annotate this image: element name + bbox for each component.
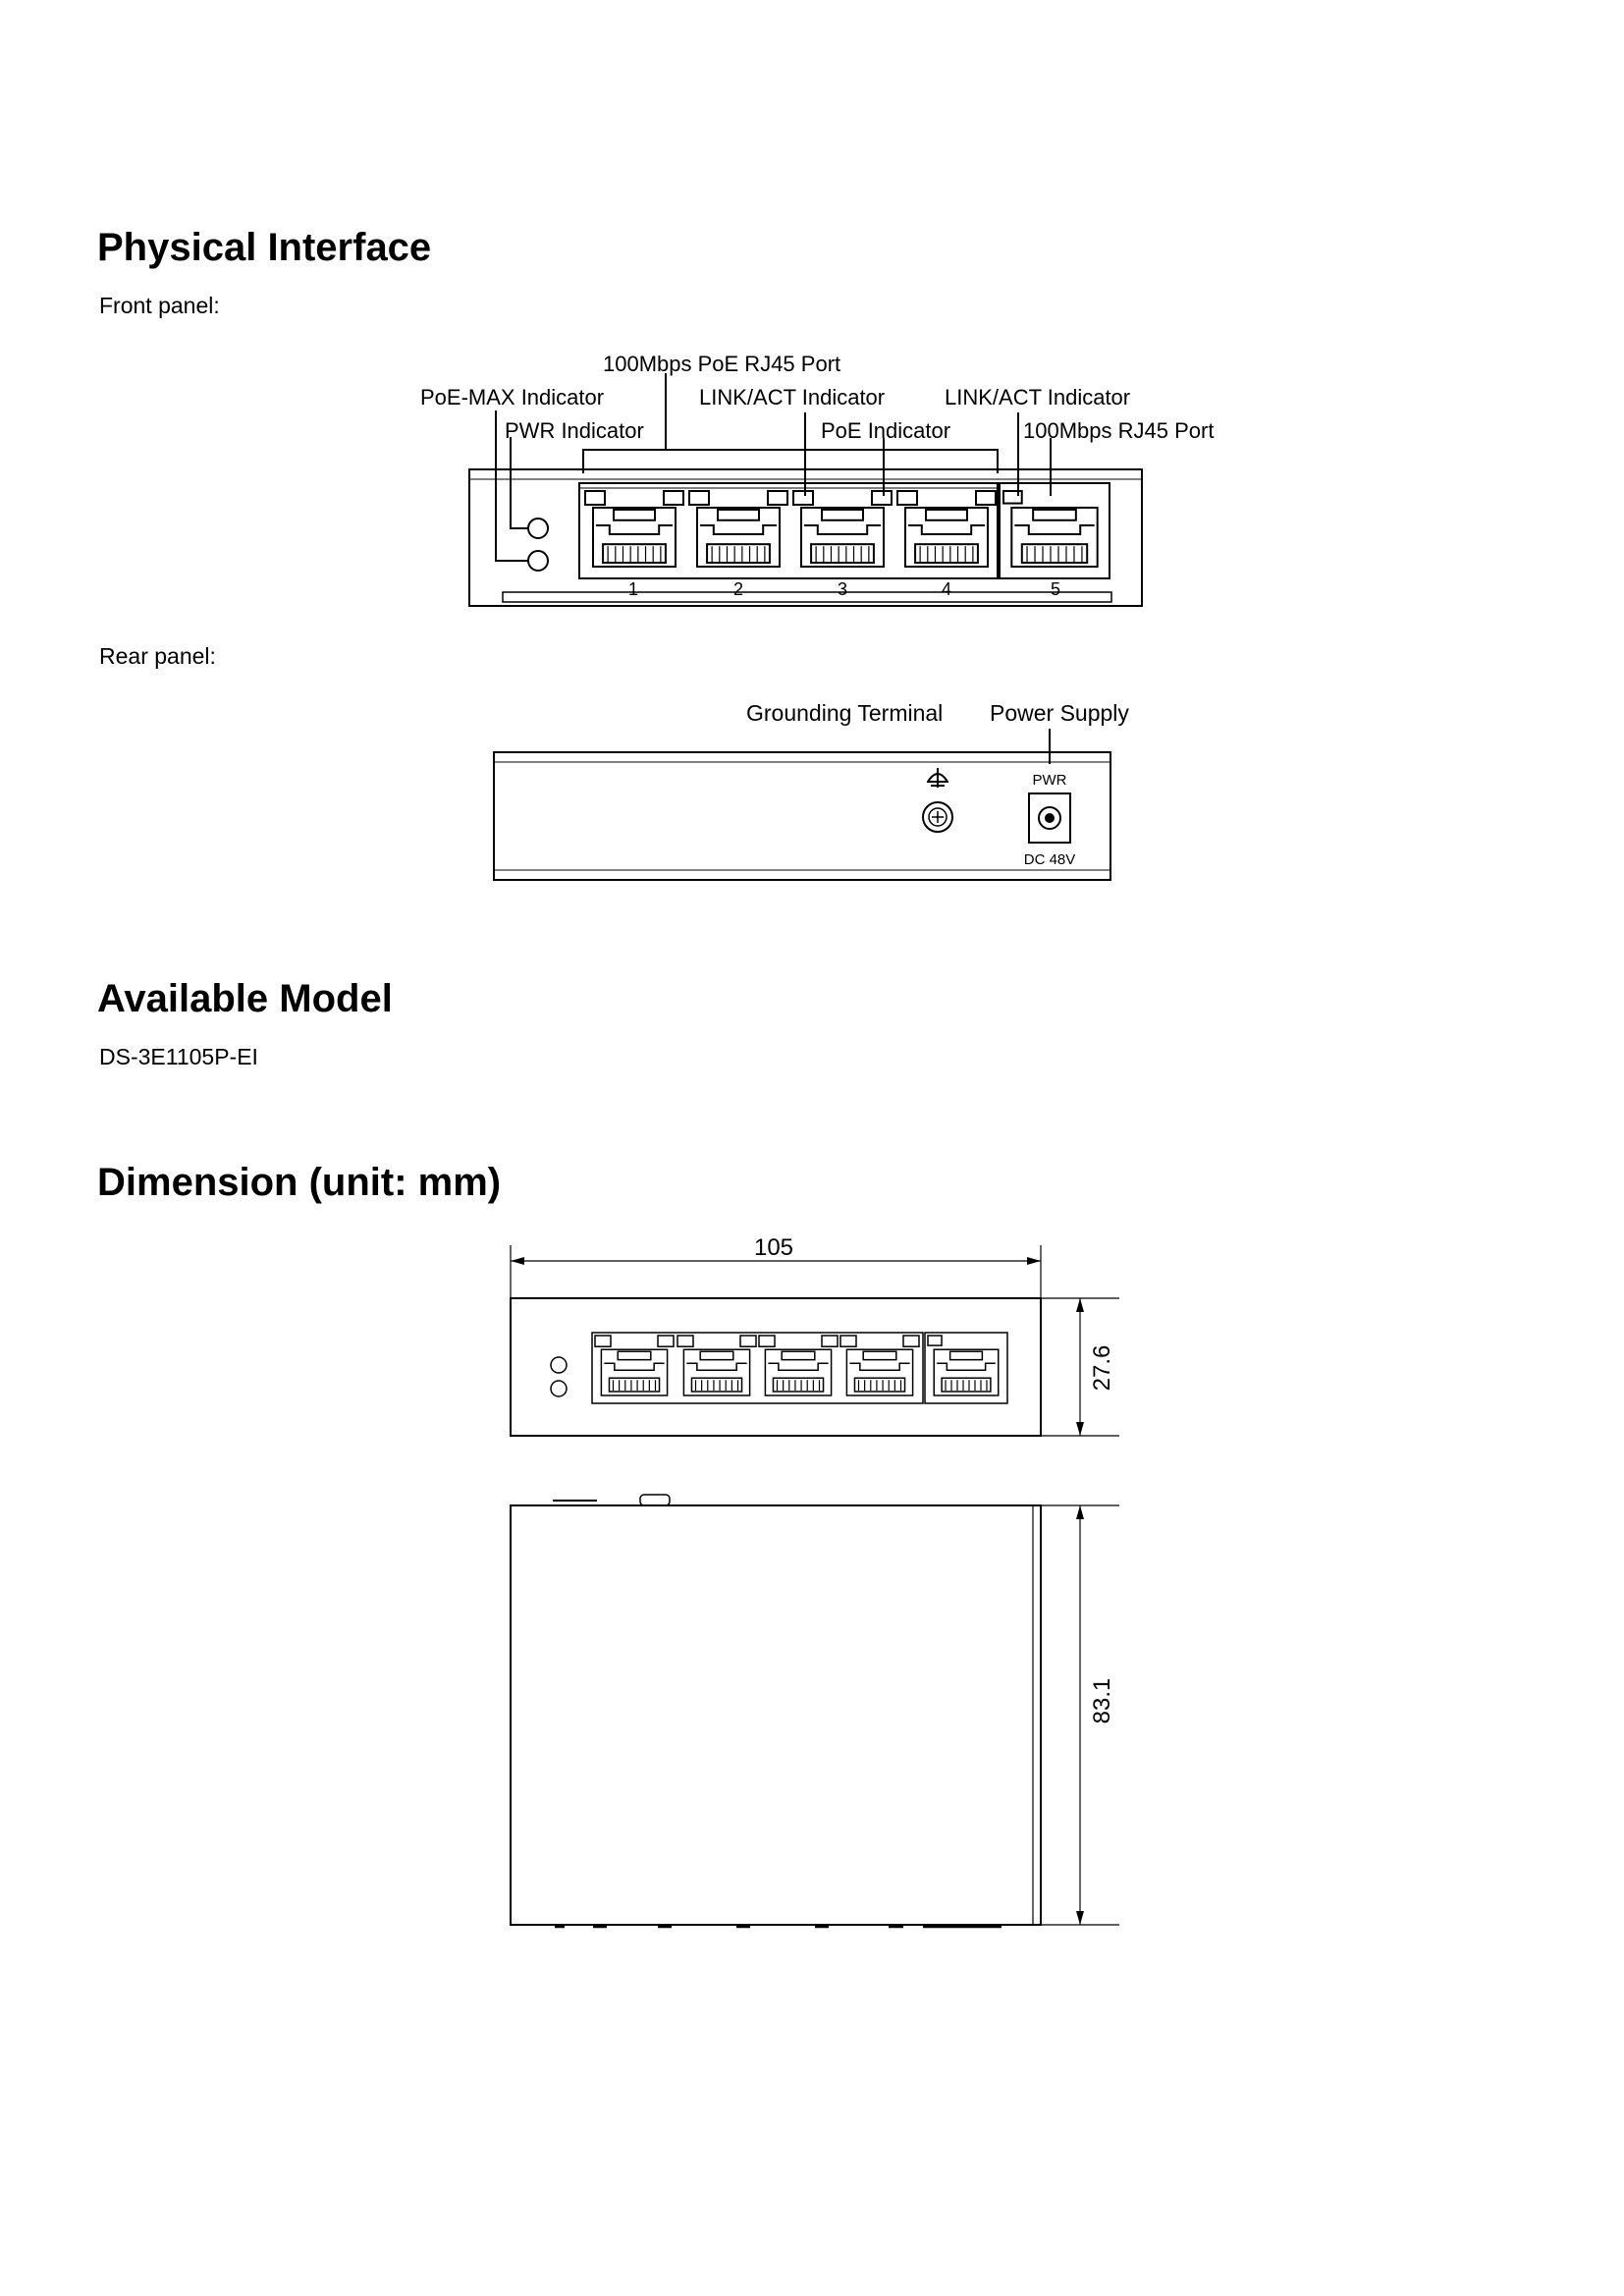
grounding-symbol-icon	[927, 768, 948, 788]
model-name: DS-3E1105P-EI	[99, 1044, 258, 1069]
available-model-heading: Available Model	[97, 977, 393, 1020]
front-ports	[585, 491, 1098, 567]
poe-port-callout: 100Mbps PoE RJ45 Port	[603, 352, 841, 376]
rj45-port-dim-2	[677, 1336, 756, 1395]
rj45-port-dim-3	[759, 1336, 838, 1395]
front-panel-label: Front panel:	[99, 293, 220, 318]
front-port-numbers	[628, 579, 1060, 599]
poe-indicator-callout: PoE Indicator	[821, 418, 951, 443]
port-number-3: 3	[837, 579, 848, 599]
rj45-port-callout: 100Mbps RJ45 Port	[1023, 418, 1215, 443]
port-number-4: 4	[941, 579, 952, 599]
rj45-port-5	[1003, 491, 1098, 567]
pwr-mark: PWR	[1032, 772, 1067, 789]
rj45-port-1	[585, 491, 683, 567]
pwr-indicator-callout: PWR Indicator	[505, 418, 644, 443]
dimension-depth-value: 83.1	[1089, 1677, 1115, 1724]
rear-panel-diagram	[494, 752, 1110, 880]
dimension-ports	[595, 1336, 999, 1395]
physical-interface-heading: Physical Interface	[97, 226, 432, 269]
rear-panel-label: Rear panel:	[99, 643, 216, 669]
dimension-front-view	[511, 1298, 1041, 1436]
link-act-callout-1: LINK/ACT Indicator	[699, 385, 886, 410]
link-act-callout-2: LINK/ACT Indicator	[945, 385, 1131, 410]
rj45-port-dim-4	[840, 1336, 919, 1395]
rj45-port-3	[793, 491, 892, 567]
rj45-port-4	[897, 491, 996, 567]
front-callout-labels	[420, 352, 1214, 443]
dimension-top-view	[511, 1495, 1041, 1927]
dimension-heading: Dimension (unit: mm)	[97, 1161, 502, 1204]
port-number-2: 2	[732, 579, 744, 599]
rj45-port-2	[689, 491, 787, 567]
dimension-height-value: 27.6	[1089, 1344, 1115, 1392]
dimension-width-value: 105	[753, 1234, 794, 1261]
rj45-port-dim-1	[595, 1336, 674, 1395]
port-number-5: 5	[1050, 579, 1061, 599]
port-number-1: 1	[627, 579, 639, 599]
dc-voltage-mark: DC 48V	[1023, 851, 1076, 868]
poe-max-callout: PoE-MAX Indicator	[420, 385, 605, 410]
grounding-callout: Grounding Terminal	[746, 700, 944, 726]
rj45-port-dim-5	[928, 1336, 999, 1395]
power-supply-callout: Power Supply	[990, 700, 1129, 726]
